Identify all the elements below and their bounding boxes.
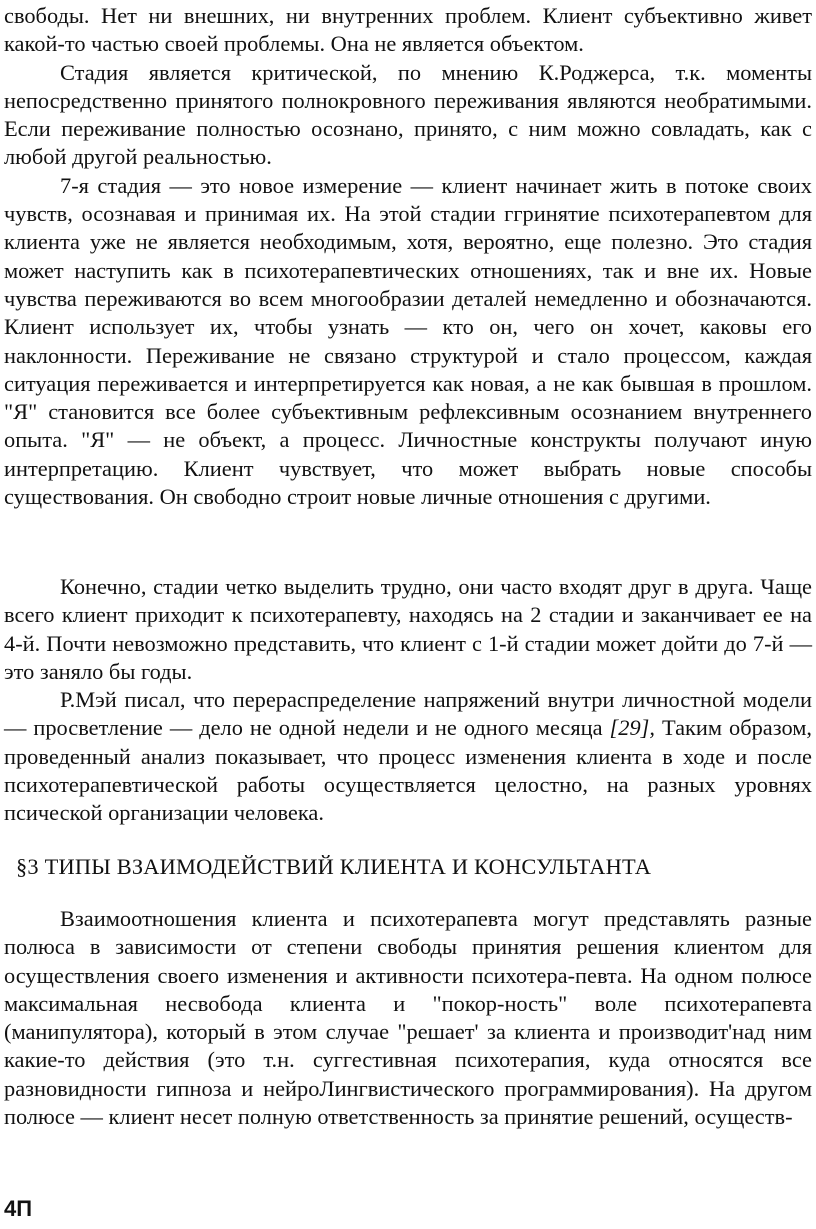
paragraph-may-quote	[4, 686, 812, 827]
text-block-1	[4, 2, 812, 511]
may-quote-text: Р.Мэй писал, что перераспределение напряжений внутри личностной модели — просветление — дело не одной недели и не одного месяца	[4, 687, 812, 741]
paragraph-seventh-stage: 7-я стадия — это новое измерение — клиент начинает жить в потоке своих чувств, осознавая и принимая их. На этой стадии ггринятие психотерапевтом для клиента уже не является необходимым, хотя, вероятно, еще полезно. Это стадия может наступить как в психотерапевтических отношениях, так и вне их. Новые чувства переживаются во всем многообразии деталей немедленно и обозначаются. Клиент использует их, чтобы узнать — кто он, чего он хочет, каковы его наклонности. Переживание не связано структурой и стало процессом, каждая ситуация переживается и интерпретируется как новая, а не как бывшая в прошлом. "Я" становится все более субъективным рефлексивным осознанием внутреннего опыта. "Я" — не объект, а процесс. Личностные конструкты получают иную интерпретацию. Клиент чувствует, что может выбрать новые способы существования. Он свободно строит новые личные отношения с другими.	[4, 172, 812, 510]
section-heading: §3 ТИПЫ ВЗАИМОДЕЙСТВИЙ КЛИЕНТА И КОНСУЛЬТАНТА	[16, 854, 652, 879]
paragraph-relationship-poles: Взаимоотношения клиента и психотерапевта могут представлять разные полюса в зависимости от степени свободы принятия решения клиентом для осуществления своего изменения и активности психотера-певта. На одном полюсе максимальная несвобода клиента и "покор-ность" воле психотерапевта (манипулятора), который в этом случае "решает' за клиента и производит'над ним какие-то действия (это т.н. суггестивная психотерапия, куда относятся все разновидности гипноза и нейроЛингвистического программирования). На другом полюсе — клиент несет полную ответственность за принятие решений, осуществ-	[4, 906, 812, 1130]
may-quote-conclusion: Таким образом, проведенный анализ показывает, что процесс изменения клиента в ходе и после психотерапевтической работы осуществляется целостно, на разных уровнях псической организации человека.	[4, 715, 812, 826]
text-block-2	[4, 573, 812, 828]
paragraph-stages-overlap: Конечно, стадии четко выделить трудно, они часто входят друг в друга. Чаще всего клиент приходит к психотерапевту, находясь на 2 стадии и заканчивает ее на 4-й. Почти невозможно представить, что клиент с 1-й стадии может дойти до 7-й — это заняло бы годы.	[4, 574, 812, 684]
paragraph-critical-stage: Стадия является критической, по мнению К.Роджерса, т.к. моменты непосредственно принятого полнокровного переживания являются необратимыми. Если переживание полностью осознано, принято, с ним можно совладать, как с любой другой реальностью.	[4, 59, 812, 170]
paragraph-continuation: свободы. Нет ни внешних, ни внутренних проблем. Клиент субъективно живет какой-то частью своей проблемы. Она не является объектом.	[4, 3, 812, 57]
text-block-3	[4, 905, 812, 1131]
page-number: 4П	[4, 1196, 33, 1221]
citation-reference: [29],	[609, 715, 655, 741]
